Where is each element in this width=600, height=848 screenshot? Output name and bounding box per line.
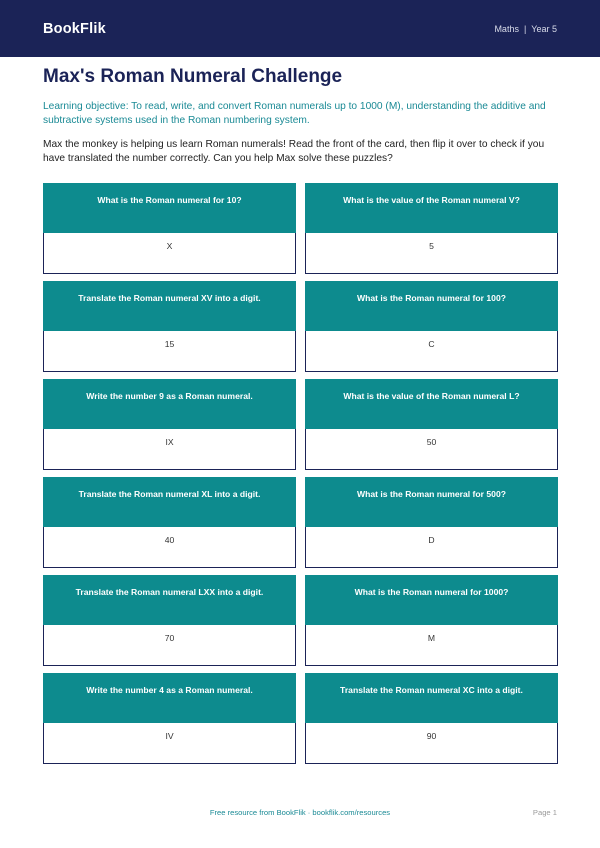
card-question: What is the Roman numeral for 10? xyxy=(43,183,296,233)
card-question: Translate the Roman numeral XC into a digit. xyxy=(305,673,558,723)
subject-label: Maths xyxy=(494,23,519,34)
card-question: Translate the Roman numeral XL into a digit. xyxy=(43,477,296,527)
meta-separator: | xyxy=(523,23,527,34)
flashcard[interactable] xyxy=(305,673,558,764)
flashcard[interactable] xyxy=(305,183,558,274)
flashcard[interactable] xyxy=(305,281,558,372)
card-answer: X xyxy=(43,233,296,274)
brand-logo[interactable]: BookFlik xyxy=(43,20,106,37)
card-question: What is the value of the Roman numeral L? xyxy=(305,379,558,429)
header-bar xyxy=(0,0,600,57)
card-question: What is the value of the Roman numeral V? xyxy=(305,183,558,233)
flashcard[interactable] xyxy=(305,575,558,666)
card-answer: 90 xyxy=(305,723,558,764)
card-question: Translate the Roman numeral LXX into a digit. xyxy=(43,575,296,625)
card-answer: IV xyxy=(43,723,296,764)
card-answer: 40 xyxy=(43,527,296,568)
flashcard[interactable] xyxy=(43,281,296,372)
card-answer: 50 xyxy=(305,429,558,470)
card-answer: IX xyxy=(43,429,296,470)
header-meta xyxy=(494,24,557,34)
flashcard[interactable] xyxy=(305,477,558,568)
card-answer: C xyxy=(305,331,558,372)
footer-credit[interactable]: Free resource from BookFlik · bookflik.com/resources xyxy=(209,808,391,817)
card-answer: 70 xyxy=(43,625,296,666)
card-question: Translate the Roman numeral XV into a digit. xyxy=(43,281,296,331)
flashcard[interactable] xyxy=(43,183,296,274)
card-answer: D xyxy=(305,527,558,568)
flashcard[interactable] xyxy=(43,673,296,764)
intro-text: Max the monkey is helping us learn Roman numerals! Read the front of the card, then flip it over to check if you have translated the number correctly. Can you help Max solve these puzzles? xyxy=(43,139,545,164)
flashcard[interactable] xyxy=(43,477,296,568)
card-question: What is the Roman numeral for 500? xyxy=(305,477,558,527)
card-answer: M xyxy=(305,625,558,666)
card-answer: 5 xyxy=(305,233,558,274)
flashcard[interactable] xyxy=(43,575,296,666)
page-title: Max's Roman Numeral Challenge xyxy=(43,66,343,87)
flashcard[interactable] xyxy=(43,379,296,470)
year-label: Year 5 xyxy=(531,23,557,34)
card-question: What is the Roman numeral for 100? xyxy=(305,281,558,331)
learning-objective: Learning objective: To read, write, and convert Roman numerals up to 1000 (M), understanding the additive and subtractive systems used in the Roman numbering system. xyxy=(43,101,546,126)
card-answer: 15 xyxy=(43,331,296,372)
card-question: What is the Roman numeral for 1000? xyxy=(305,575,558,625)
card-question: Write the number 4 as a Roman numeral. xyxy=(43,673,296,723)
page-number: Page 1 xyxy=(532,808,557,817)
flashcard[interactable] xyxy=(305,379,558,470)
flashcard-grid xyxy=(43,183,558,764)
card-question: Write the number 9 as a Roman numeral. xyxy=(43,379,296,429)
